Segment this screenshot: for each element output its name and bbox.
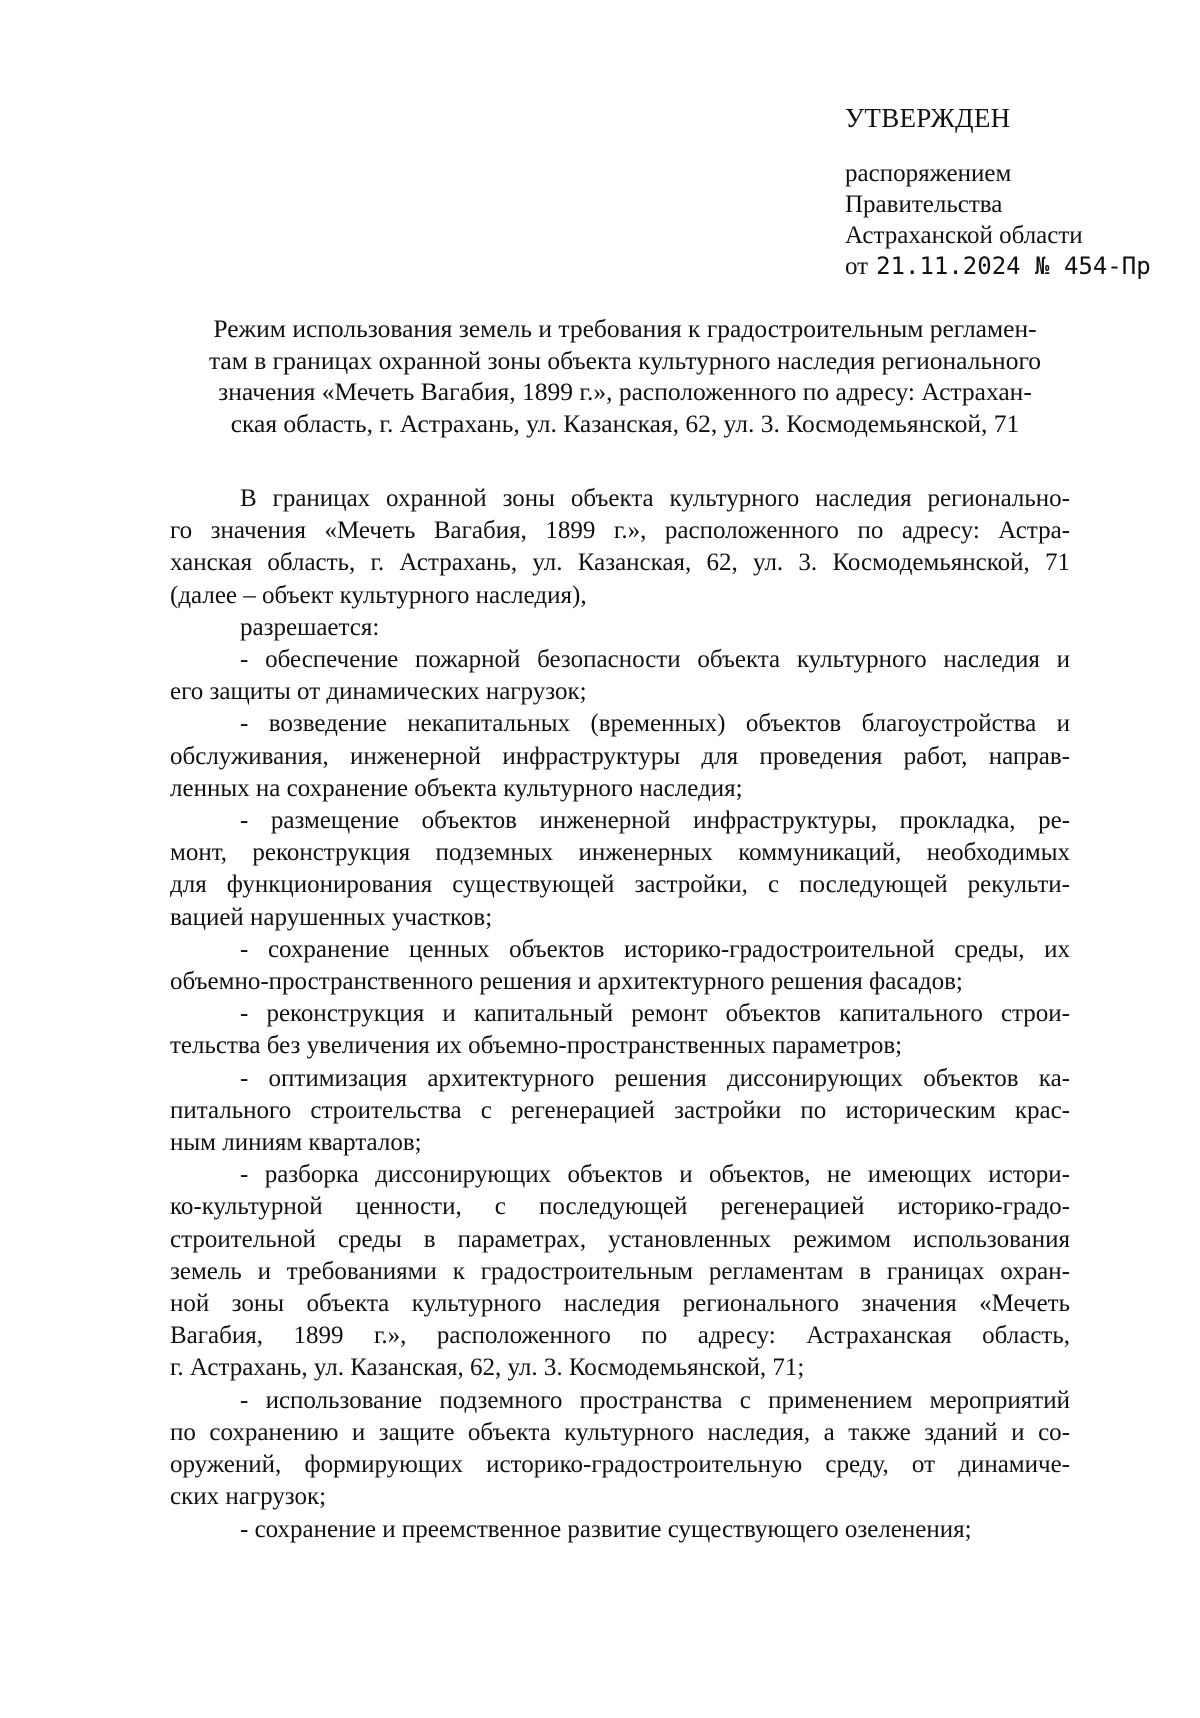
body-line-13: для функционирования существующей застройки, с последующей рекульти-	[170, 871, 1070, 899]
body-line-4: (далее – объект культурного наследия),	[170, 581, 587, 609]
body-line-20: питального строительства с регенерацией застройки по историческим крас-	[170, 1096, 1070, 1124]
body-line-17: - реконструкция и капитальный ремонт объектов капитального строи-	[240, 1000, 1070, 1028]
document-body	[170, 483, 1070, 1546]
approval-title: УТВЕРЖДЕН	[845, 103, 1011, 133]
approval-date-line	[845, 251, 1165, 282]
body-line-30: по сохранению и защите объекта культурного наследия, а также зданий и со-	[170, 1418, 1070, 1446]
intro-paragraph	[170, 483, 1070, 644]
allowed-item-4	[170, 934, 1070, 998]
body-line-2: го значения «Мечеть Вагабия, 1899 г.», расположенного по адресу: Астра-	[170, 517, 1070, 545]
allowed-item-9	[170, 1514, 1070, 1546]
body-line-14: вацией нарушенных участков;	[170, 903, 493, 931]
body-line-25: земель и требованиями к градостроительным регламентам в границах охран-	[170, 1257, 1070, 1285]
allowed-item-7	[170, 1159, 1070, 1384]
body-line-24: строительной среды в параметрах, установленных режимом использования	[170, 1225, 1070, 1253]
body-line-3: ханская область, г. Астрахань, ул. Казанская, 62, ул. 3. Космодемьянской, 71	[170, 549, 1070, 577]
body-line-19: - оптимизация архитектурного решения диссонирующих объектов ка-	[240, 1064, 1070, 1092]
approval-line-1: распоряжением	[845, 160, 1012, 187]
body-line-5: разрешается:	[240, 613, 380, 641]
body-line-29: - использование подземного пространства с применением мероприятий	[240, 1386, 1070, 1414]
body-line-8: - возведение некапитальных (временных) объектов благоустройства и	[240, 710, 1070, 738]
body-line-27: Вагабия, 1899 г.», расположенного по адресу: Астраханская область,	[170, 1322, 1070, 1350]
allowed-item-6	[170, 1063, 1070, 1160]
body-line-22: - разборка диссонирующих объектов и объектов, не имеющих истори-	[240, 1161, 1070, 1189]
body-line-26: ной зоны объекта культурного наследия регионального значения «Мечеть	[170, 1290, 1070, 1318]
allowed-item-2	[170, 708, 1070, 805]
body-line-21: ным линиям кварталов;	[170, 1129, 422, 1157]
approval-date-number: 21.11.2024 № 454-Пр	[876, 252, 1151, 280]
body-line-32: ских нагрузок;	[170, 1483, 327, 1511]
body-line-7: его защиты от динамических нагрузок;	[170, 678, 587, 706]
body-line-9: обслуживания, инженерной инфраструктуры для проведения работ, направ-	[170, 742, 1070, 770]
body-line-28: г. Астрахань, ул. Казанская, 62, ул. 3. Космодемьянской, 71;	[170, 1354, 805, 1382]
approval-line-3: Астраханской области	[845, 222, 1083, 249]
document-title	[160, 313, 1090, 439]
title-line-1: Режим использования земель и требования к градостроительным регламен-	[213, 314, 1037, 343]
body-line-23: ко-культурной ценности, с последующей регенерацией историко-градо-	[170, 1193, 1070, 1221]
approval-date-prefix: от	[845, 253, 869, 280]
approval-line-2: Правительства	[845, 191, 1003, 218]
allowed-item-5	[170, 998, 1070, 1062]
approval-stamp	[845, 100, 1165, 282]
body-line-16: объемно-пространственного решения и архитектурного решения фасадов;	[170, 968, 963, 996]
allowed-item-1	[170, 644, 1070, 708]
body-line-1: В границах охранной зоны объекта культурного наследия регионально-	[240, 485, 1070, 512]
title-line-2: там в границах охранной зоны объекта культурного наследия регионального	[208, 345, 1042, 375]
body-line-31: оружений, формирующих историко-градостроительную среду, от динамиче-	[170, 1451, 1070, 1479]
title-line-4: ская область, г. Астрахань, ул. Казанская, 62, ул. 3. Космодемьянской, 71	[230, 408, 1020, 438]
allowed-item-8	[170, 1385, 1070, 1514]
body-line-15: - сохранение ценных объектов историко-градостроительной среды, их	[240, 935, 1070, 963]
body-line-6: - обеспечение пожарной безопасности объекта культурного наследия и	[240, 646, 1070, 674]
title-line-3: значения «Мечеть Вагабия, 1899 г.», расположенного по адресу: Астрахан-	[218, 377, 1032, 406]
body-line-11: - размещение объектов инженерной инфраструктуры, прокладка, ре-	[240, 807, 1070, 835]
body-line-10: ленных на сохранение объекта культурного наследия;	[170, 774, 743, 802]
body-line-12: монт, реконструкция подземных инженерных коммуникаций, необходимых	[170, 839, 1070, 867]
allowed-item-3	[170, 805, 1070, 934]
body-line-33: - сохранение и преемственное развитие существующего озеленения;	[240, 1515, 972, 1543]
body-line-18: тельства без увеличения их объемно-пространственных параметров;	[170, 1032, 903, 1060]
